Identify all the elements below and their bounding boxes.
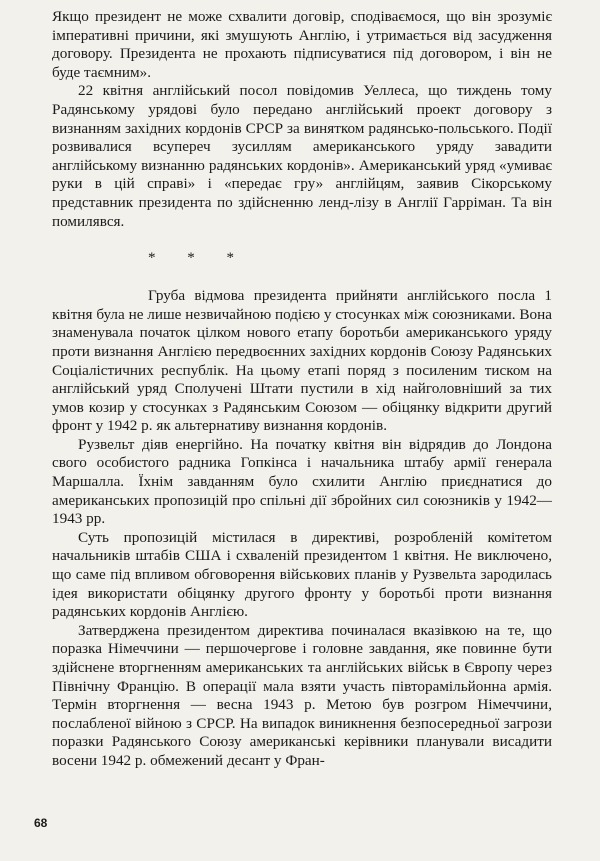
paragraph-2: 22 квітня англійський посол повідомив Уеллеса, що тиждень тому Радянському урядові було передано англійський проект договору з визнанням західних кордонів СРСР за винятком радянсько-польського. Події розвивалися всупереч зусиллям американського уряду завадити англійському визнанню радянських кордонів». Американський уряд «умиває руки в цій справі» і «передає гру» англійцям, заявив Сікорському представник президента по здійсненню ленд-лізу в Англії Гарріман. Та він помилявся.	[52, 82, 552, 230]
book-page-text	[52, 8, 552, 771]
paragraph-4: Рузвельт діяв енергійно. На початку квітня він відрядив до Лондона свого особистого радника Гопкінса і начальника штабу армії генерала Маршалла. Їхнім завданням було схилити Англію приєднатися до американських пропозицій про спільні дії збройних сил союзників у 1942—1943 рр.	[52, 435, 552, 528]
page-number: 68	[34, 816, 48, 830]
paragraph-6: Затверджена президентом директива починалася вказівкою на те, що поразка Німеччини — першочергове і головне завдання, яке повинне бути здійснене вторгненням американських та англійських військ в Європу через Північну Францію. В операції мала взяти участь півторамільйонна армія. Термін вторгнення — весна 1943 р. Метою був розгром Німеччини, послабленої війною з СРСР. На випадок виникнення безпосередньої загрози поразки Радянського Союзу американські керівники планували висадити восени 1942 р. обмежений десант у Фран-	[52, 621, 552, 769]
paragraph-3: Груба відмова президента прийняти англійського посла 1 квітня була не лише незвичайною подією у стосунках між союзниками. Вона знаменувала початок цілком нового етапу боротьби американського уряду проти визнання Англією передвоєнних західних кордонів Союзу Радянських Соціалістичних республік. На цьому етапі поряд з посиленим тиском на англійський уряд Сполучені Штати пустили в хід найголовніший за тих умов козир у стосунках з Радянським Союзом — обіцянку відкрити другий фронт у 1942 р. як альтернативу визнання кордонів.	[52, 287, 552, 435]
paragraph-1: Якщо президент не може схвалити договір, сподіваємося, що він зрозуміє імперативні причини, які змушують Англію, і утримається від засудження договору. Президента не прохають підписуватися під договором, і він не буде таємним».	[52, 8, 552, 81]
section-divider: * * *	[148, 250, 248, 267]
paragraph-5: Суть пропозицій містилася в директиві, розробленій комітетом начальників штабів США і схваленій президентом 1 квітня. Не виключено, що саме під впливом обговорення військових планів у Рузвельта зародилась ідея використати обіцянку другого фронту у боротьбі проти визнання радянських кордонів Англією.	[52, 528, 552, 621]
